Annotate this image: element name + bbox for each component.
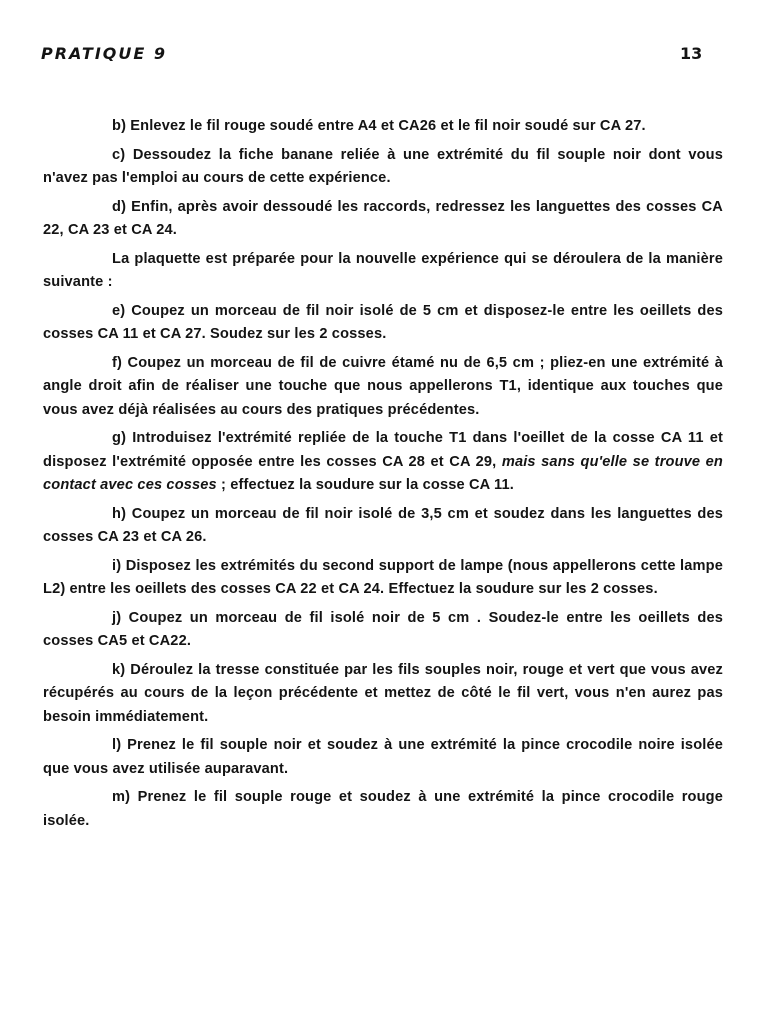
paragraph-b: b) Enlevez le fil rouge soudé entre A4 et CA26 et le fil noir soudé sur CA 27. [112, 118, 646, 134]
paragraph-k: k) Déroulez la tresse constituée par les fils souples noir, rouge et vert que vous avez récupérés au cours de la leçon précédente et mettez de côté le fil vert, vous n'en aurez pas besoin immédiatement. [43, 661, 723, 725]
paragraph-g-part1: g) Introduisez l'extrémité repliée de la touche T1 dans l'oeillet de la cosse CA 11 et disposez l'extrémité opposée entre les cosses CA 28 et CA 29, [43, 430, 723, 470]
paragraph-g-italic: mais sans qu'elle se trouve en contact avec ces cosses [43, 453, 723, 493]
paragraph-h: h) Coupez un morceau de fil noir isolé de 3,5 cm et soudez dans les languettes des cosses CA 23 et CA 26. [43, 505, 723, 545]
chapter-heading: PRATIQUE 9 [41, 44, 167, 63]
paragraph-m: m) Prenez le fil souple rouge et soudez à une extrémité la pince crocodile rouge isolée. [43, 789, 723, 829]
paragraph-f: f) Coupez un morceau de fil de cuivre étamé nu de 6,5 cm ; pliez-en une extrémité à angle droit afin de réaliser une touche que nous appellerons T1, identique aux touches que vous avez déjà réalisées au cours des pratiques précédentes. [43, 354, 723, 418]
paragraph-e: e) Coupez un morceau de fil noir isolé de 5 cm et disposez-le entre les oeillets des cosses CA 11 et CA 27. Soudez sur les 2 cosses. [43, 302, 723, 342]
paragraph-c: c) Dessoudez la fiche banane reliée à une extrémité du fil souple noir dont vous n'avez pas l'emploi au cours de cette expérience. [43, 146, 723, 186]
paragraph-j: j) Coupez un morceau de fil isolé noir de 5 cm . Soudez-le entre les oeillets des cosses CA5 et CA22. [43, 609, 723, 649]
page-number: 13 [680, 44, 703, 63]
paragraph-g [43, 427, 723, 498]
paragraph-d: d) Enfin, après avoir dessoudé les raccords, redressez les languettes des cosses CA 22, CA 23 et CA 24. [43, 198, 723, 238]
paragraph-i: i) Disposez les extrémités du second support de lampe (nous appellerons cette lampe L2) entre les oeillets des cosses CA 22 et CA 24. Effectuez la soudure sur les 2 cosses. [43, 557, 723, 597]
paragraph-intro: La plaquette est préparée pour la nouvelle expérience qui se déroulera de la manière suivante : [43, 250, 723, 290]
paragraph-l: l) Prenez le fil souple noir et soudez à une extrémité la pince crocodile noire isolée que vous avez utilisée auparavant. [43, 737, 723, 777]
paragraph-g-part2: ; effectuez la soudure sur la cosse CA 11. [221, 477, 514, 493]
body-text [43, 115, 723, 838]
